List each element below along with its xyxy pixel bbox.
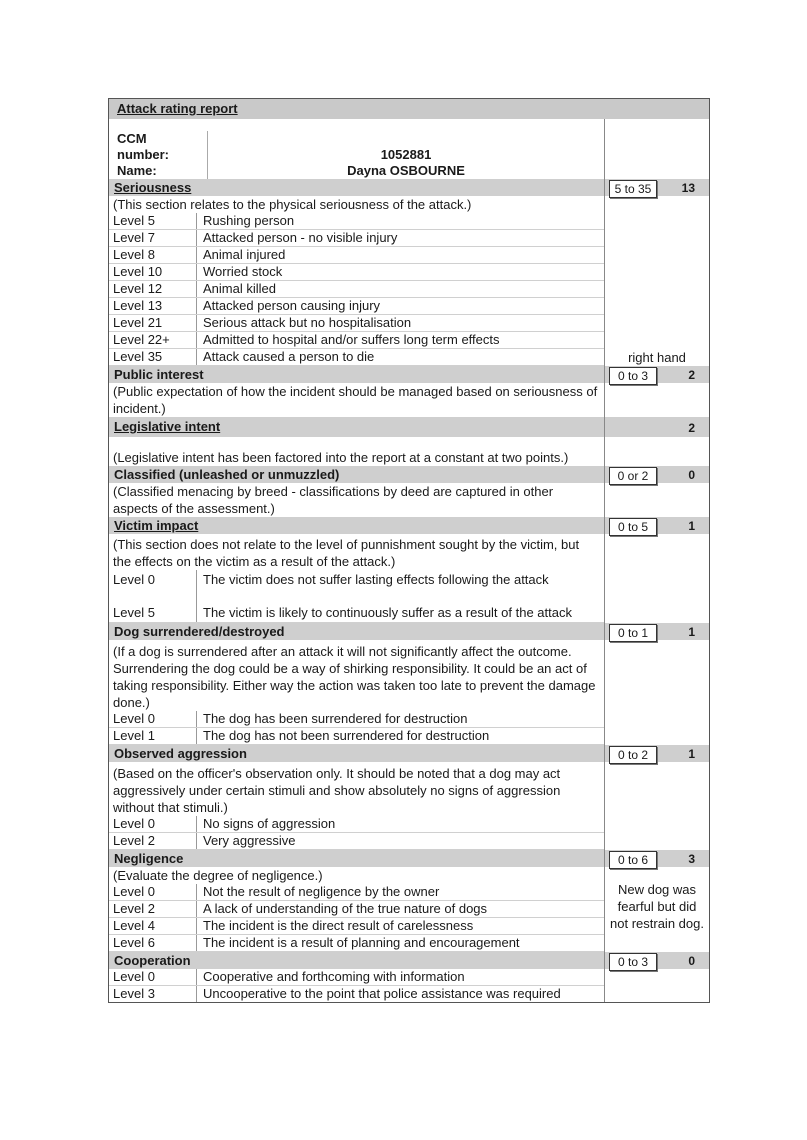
classified-range: 0 or 2 (609, 467, 657, 485)
level-row: Level 5 Rushing person (109, 213, 604, 230)
level-row: Level 21 Serious attack but no hospitalisation (109, 315, 604, 332)
level-row: Level 0 Cooperative and forthcoming with information (109, 969, 604, 986)
ccm-label: CCM (109, 131, 208, 147)
dog-surrendered-range: 0 to 1 (609, 624, 657, 642)
section-legislative-header: Legislative intent (109, 417, 605, 437)
section-dog-surrendered-header: Dog surrendered/destroyed (109, 623, 605, 640)
level-row: Level 5 The victim is likely to continuously suffer as a result of the attack (109, 604, 604, 623)
section-public-interest-header: Public interest (109, 366, 605, 383)
section-victim-header: Victim impact (109, 517, 605, 534)
public-interest-description: (Public expectation of how the incident should be managed based on seriousness of incident.) (113, 384, 598, 416)
negligence-description: (Evaluate the degree of negligence.) (113, 868, 323, 883)
dog-surrendered-score: 1 (688, 625, 695, 639)
level-row: Level 10 Worried stock (109, 264, 604, 281)
cooperation-range: 0 to 3 (609, 953, 657, 971)
level-row: Level 35 Attack caused a person to die (109, 349, 604, 366)
report-title-bar (109, 99, 709, 119)
report-title: Attack rating report (117, 101, 238, 116)
public-interest-score: 2 (688, 368, 695, 382)
level-row: Level 7 Attacked person - no visible injury (109, 230, 604, 247)
ccm-number-label: number: (109, 147, 208, 163)
section-seriousness-header: Seriousness (109, 179, 605, 196)
level-row: Level 12 Animal killed (109, 281, 604, 298)
negligence-score: 3 (688, 852, 695, 866)
ccm-block (109, 131, 709, 179)
level-row: Level 8 Animal injured (109, 247, 604, 264)
level-row: Level 0 No signs of aggression (109, 816, 604, 833)
negligence-note: New dog was fearful but did not restrain dog. (610, 882, 704, 931)
level-row: Level 22+ Admitted to hospital and/or suffers long term effects (109, 332, 604, 349)
level-row: Level 6 The incident is a result of planning and encouragement (109, 935, 604, 952)
section-observed-aggression-header: Observed aggression (109, 745, 605, 762)
classified-description: (Classified menacing by breed - classifications by deed are captured in other aspects of the assessment.) (113, 484, 554, 516)
level-row: Level 2 Very aggressive (109, 833, 604, 850)
section-cooperation-header: Cooperation (109, 952, 605, 969)
seriousness-description: (This section relates to the physical seriousness of the attack.) (113, 197, 472, 212)
level-row: Level 13 Attacked person causing injury (109, 298, 604, 315)
observed-aggression-score: 1 (688, 747, 695, 761)
victim-description: (This section does not relate to the level of punnishment sought by the victim, but the effects on the victim as a result of the attack.) (113, 537, 580, 569)
level-row: Level 0 The victim does not suffer lasting effects following the attack (109, 570, 604, 590)
seriousness-note: right hand (628, 350, 686, 365)
level-row: Level 0 Not the result of negligence by the owner (109, 884, 604, 901)
attack-rating-report (108, 98, 710, 1003)
level-row: Level 4 The incident is the direct result of carelessness (109, 918, 604, 935)
section-classified-header: Classified (unleashed or unmuzzled) (109, 466, 605, 483)
level-row: Level 3 Uncooperative to the point that police assistance was required (109, 986, 604, 1002)
classified-score: 0 (688, 468, 695, 482)
negligence-range: 0 to 6 (609, 851, 657, 869)
public-interest-range: 0 to 3 (609, 367, 657, 385)
dog-surrendered-description: (If a dog is surrendered after an attack it will not significantly affect the outcome. Surrendering the dog could be a way of shirking responsibility. It could be an act of taking responsibility. Either way the action was taken too late to prevent the damage done.) (113, 644, 596, 710)
observed-aggression-range: 0 to 2 (609, 746, 657, 764)
victim-range: 0 to 5 (609, 518, 657, 536)
section-negligence-header: Negligence (109, 850, 605, 867)
level-row: Level 2 A lack of understanding of the true nature of dogs (109, 901, 604, 918)
seriousness-range: 5 to 35 (609, 180, 657, 198)
cooperation-score: 0 (688, 954, 695, 968)
seriousness-score: 13 (681, 181, 695, 195)
legislative-score: 2 (688, 421, 695, 435)
victim-score: 1 (688, 519, 695, 533)
level-row: Level 1 The dog has not been surrendered for destruction (109, 728, 604, 745)
ccm-number: 1052881 (380, 147, 432, 162)
level-row: Level 0 The dog has been surrendered for destruction (109, 711, 604, 728)
observed-aggression-description: (Based on the officer's observation only. It should be noted that a dog may act aggressively under certain stimuli and show absolutely no signs of aggression without that stimuli.) (113, 766, 561, 815)
name-label: Name: (109, 163, 208, 179)
name-value: Dayna OSBOURNE (347, 163, 465, 178)
legislative-description: (Legislative intent has been factored into the report at a constant at two points.) (113, 450, 569, 465)
